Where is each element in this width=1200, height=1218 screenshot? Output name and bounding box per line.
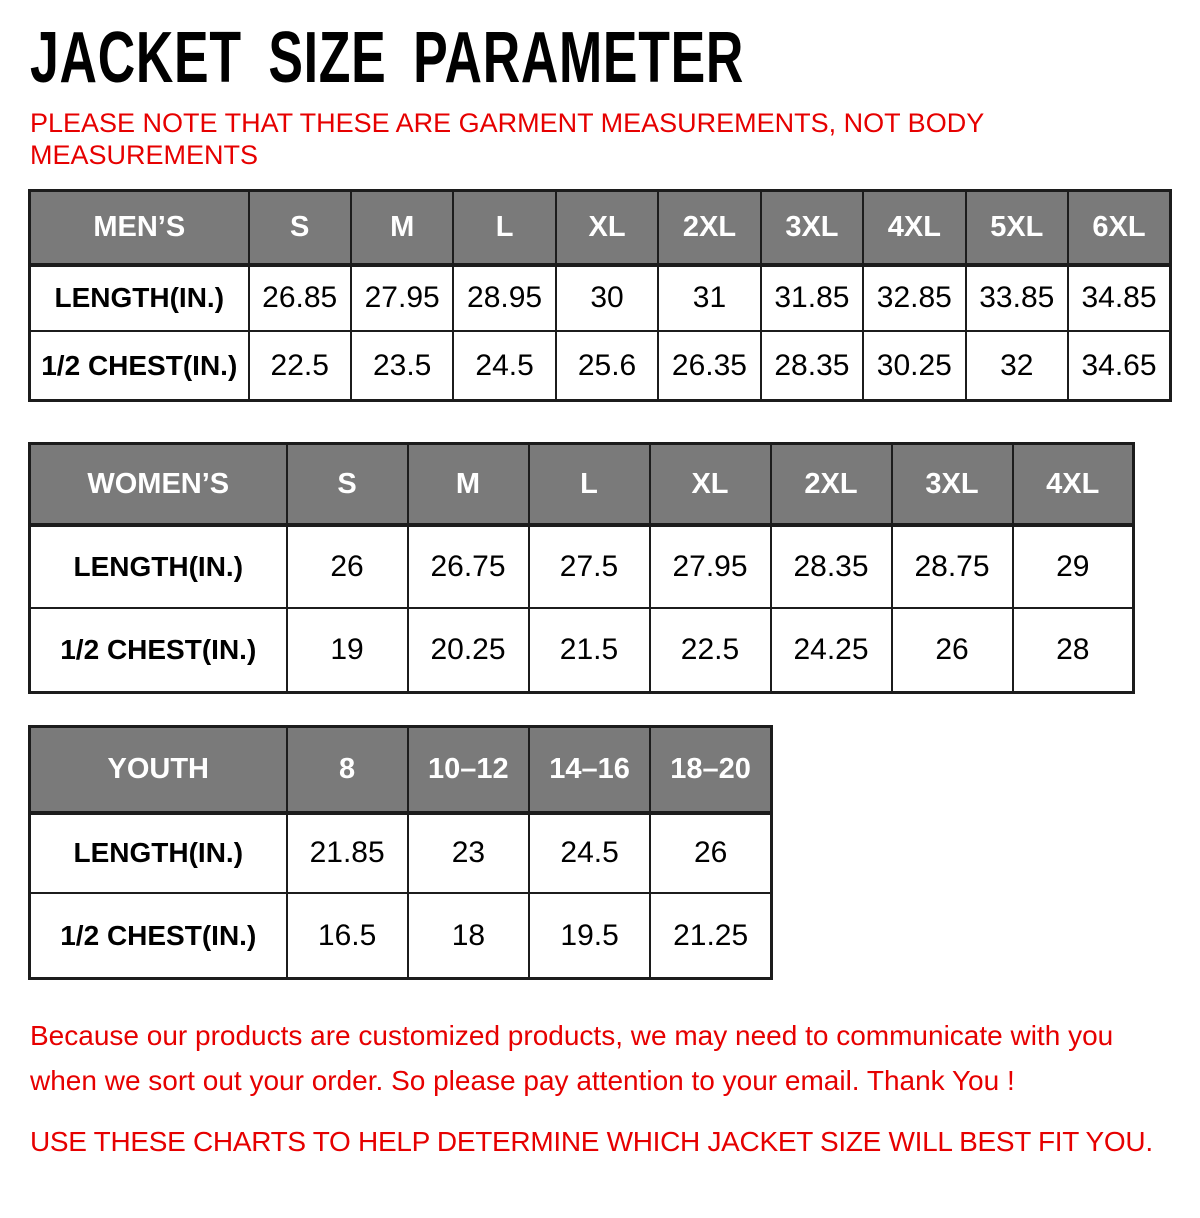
chest-value-cell: 25.6 bbox=[556, 331, 658, 401]
chest-value-cell: 28.35 bbox=[761, 331, 863, 401]
length-value-cell: 21.85 bbox=[287, 813, 408, 893]
note-line-2: MEASUREMENTS bbox=[30, 140, 259, 171]
mens-length-row bbox=[30, 265, 1171, 331]
chest-value-cell: 18 bbox=[408, 893, 529, 979]
length-value-cell: 34.85 bbox=[1068, 265, 1171, 331]
length-value-cell: 28.75 bbox=[892, 525, 1013, 608]
length-value-cell: 26.85 bbox=[249, 265, 351, 331]
length-value-cell: 31 bbox=[658, 265, 760, 331]
length-value-cell: 29 bbox=[1013, 525, 1134, 608]
youth-length-row bbox=[30, 813, 772, 893]
chest-value-cell: 20.25 bbox=[408, 608, 529, 693]
chest-value-cell: 21.25 bbox=[650, 893, 771, 979]
chest-value-cell: 23.5 bbox=[351, 331, 453, 401]
size-column-header: XL bbox=[556, 191, 658, 265]
length-value-cell: 23 bbox=[408, 813, 529, 893]
length-value-cell: 24.5 bbox=[529, 813, 650, 893]
row-label-chest: 1/2 CHEST(IN.) bbox=[30, 893, 287, 979]
size-column-header: 14–16 bbox=[529, 727, 650, 813]
chest-value-cell: 32 bbox=[966, 331, 1068, 401]
size-column-header: 4XL bbox=[1013, 444, 1134, 525]
size-column-header: S bbox=[249, 191, 351, 265]
size-column-header: 18–20 bbox=[650, 727, 771, 813]
length-value-cell: 27.5 bbox=[529, 525, 650, 608]
length-value-cell: 26 bbox=[650, 813, 771, 893]
row-label-chest: 1/2 CHEST(IN.) bbox=[30, 608, 287, 693]
chest-value-cell: 16.5 bbox=[287, 893, 408, 979]
chest-value-cell: 26.35 bbox=[658, 331, 760, 401]
length-value-cell: 28.35 bbox=[771, 525, 892, 608]
row-label-length: LENGTH(IN.) bbox=[30, 525, 287, 608]
size-column-header: 5XL bbox=[966, 191, 1068, 265]
customization-notice bbox=[30, 1014, 1200, 1104]
chest-value-cell: 26 bbox=[892, 608, 1013, 693]
page-title: JACKET SIZE PARAMETER bbox=[30, 18, 745, 98]
length-value-cell: 28.95 bbox=[453, 265, 555, 331]
length-value-cell: 27.95 bbox=[351, 265, 453, 331]
footer-line-1: Because our products are customized products, we may need to communicate with you bbox=[30, 1020, 1114, 1052]
size-column-header: S bbox=[287, 444, 408, 525]
size-column-header: 8 bbox=[287, 727, 408, 813]
size-column-header: 4XL bbox=[863, 191, 965, 265]
chest-value-cell: 22.5 bbox=[650, 608, 771, 693]
size-column-header: 3XL bbox=[892, 444, 1013, 525]
chest-value-cell: 21.5 bbox=[529, 608, 650, 693]
size-column-header: L bbox=[453, 191, 555, 265]
youth-table-corner-label: YOUTH bbox=[30, 727, 287, 813]
footer-line-2: when we sort out your order. So please pay attention to your email. Thank You ! bbox=[30, 1065, 1015, 1097]
length-value-cell: 31.85 bbox=[761, 265, 863, 331]
length-value-cell: 26 bbox=[287, 525, 408, 608]
size-chart-page bbox=[0, 18, 1200, 1218]
note-line-1: PLEASE NOTE THAT THESE ARE GARMENT MEASUREMENTS, NOT BODY bbox=[30, 107, 985, 138]
row-label-chest: 1/2 CHEST(IN.) bbox=[30, 331, 249, 401]
size-column-header: 2XL bbox=[658, 191, 760, 265]
row-label-length: LENGTH(IN.) bbox=[30, 813, 287, 893]
chest-value-cell: 24.5 bbox=[453, 331, 555, 401]
size-column-header: M bbox=[408, 444, 529, 525]
chart-usage-note: USE THESE CHARTS TO HELP DETERMINE WHICH JACKET SIZE WILL BEST FIT YOU. bbox=[30, 1126, 1153, 1157]
length-value-cell: 33.85 bbox=[966, 265, 1068, 331]
mens-chest-row bbox=[30, 331, 1171, 401]
chest-value-cell: 34.65 bbox=[1068, 331, 1171, 401]
chest-value-cell: 22.5 bbox=[249, 331, 351, 401]
womens-chest-row bbox=[30, 608, 1134, 693]
chest-value-cell: 28 bbox=[1013, 608, 1134, 693]
size-column-header: 2XL bbox=[771, 444, 892, 525]
youth-chest-row bbox=[30, 893, 772, 979]
size-column-header: M bbox=[351, 191, 453, 265]
row-label-length: LENGTH(IN.) bbox=[30, 265, 249, 331]
womens-header-row bbox=[30, 444, 1134, 525]
chest-value-cell: 30.25 bbox=[863, 331, 965, 401]
length-value-cell: 27.95 bbox=[650, 525, 771, 608]
womens-length-row bbox=[30, 525, 1134, 608]
chest-value-cell: 19 bbox=[287, 608, 408, 693]
mens-header-row bbox=[30, 191, 1171, 265]
youth-header-row bbox=[30, 727, 772, 813]
chest-value-cell: 19.5 bbox=[529, 893, 650, 979]
size-column-header: XL bbox=[650, 444, 771, 525]
length-value-cell: 30 bbox=[556, 265, 658, 331]
womens-size-table bbox=[28, 442, 1135, 694]
size-column-header: L bbox=[529, 444, 650, 525]
womens-table-corner-label: WOMEN’S bbox=[30, 444, 287, 525]
mens-size-table bbox=[28, 189, 1172, 402]
size-column-header: 10–12 bbox=[408, 727, 529, 813]
length-value-cell: 32.85 bbox=[863, 265, 965, 331]
chest-value-cell: 24.25 bbox=[771, 608, 892, 693]
size-column-header: 3XL bbox=[761, 191, 863, 265]
garment-measurement-note bbox=[30, 107, 1200, 172]
size-column-header: 6XL bbox=[1068, 191, 1171, 265]
length-value-cell: 26.75 bbox=[408, 525, 529, 608]
mens-table-corner-label: MEN’S bbox=[30, 191, 249, 265]
youth-size-table bbox=[28, 725, 773, 980]
